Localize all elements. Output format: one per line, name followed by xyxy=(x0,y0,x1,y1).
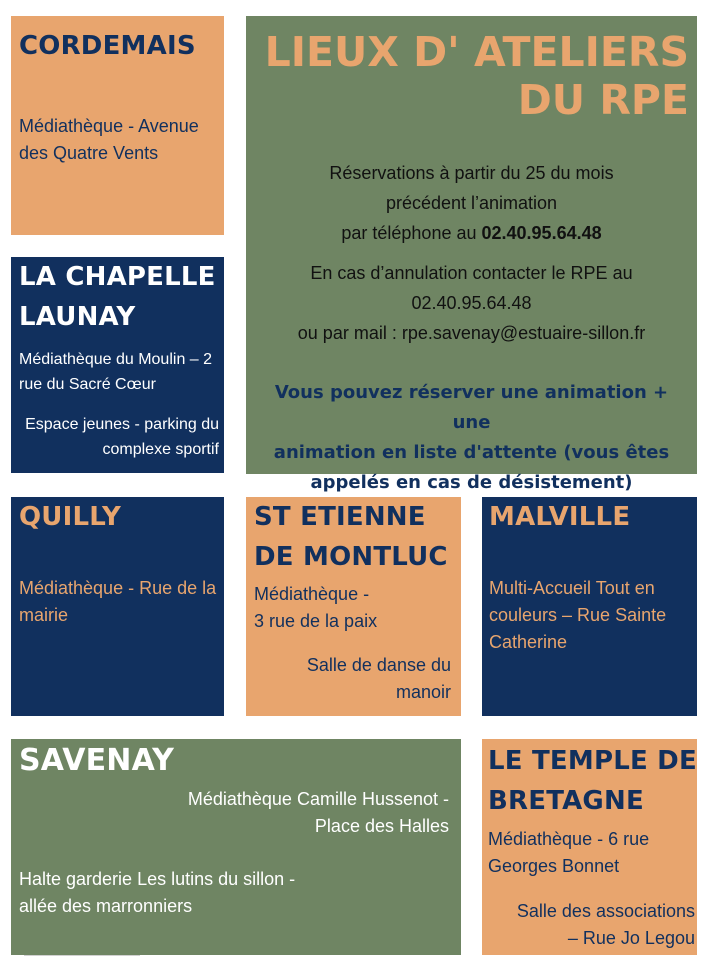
le-temple-address-2 xyxy=(490,898,695,952)
le-temple-address-1 xyxy=(488,826,693,880)
savenay-address-1-line2: Place des Halles xyxy=(314,816,449,836)
st-etienne-address-1-line1: Médiathèque - xyxy=(254,584,370,604)
reservation-line-3 xyxy=(256,218,687,248)
malville-address: Multi-Accueil Tout en couleurs – Rue Sainte Catherine xyxy=(489,578,667,652)
le-temple-card xyxy=(482,739,697,955)
malville-title: MALVILLE xyxy=(489,502,631,532)
info-title-line1: LIEUX D' ATELIERS xyxy=(264,28,689,76)
st-etienne-title-line2: DE MONTLUC xyxy=(254,542,448,572)
savenay-card xyxy=(11,739,461,955)
notice-line-2: animation en liste d'attente (vous êtes xyxy=(273,442,670,463)
info-title-line2: DU RPE xyxy=(517,76,689,124)
reservation-phone-prefix: par téléphone au xyxy=(341,223,482,243)
cancel-email-line: ou par mail : rpe.savenay@estuaire-sillon.fr xyxy=(297,323,646,343)
la-chapelle-title-line1: LA CHAPELLE xyxy=(19,262,216,292)
st-etienne-title xyxy=(254,497,454,577)
savenay-title: SAVENAY xyxy=(19,743,175,778)
notice-line-3: appelés en cas de désistement) xyxy=(310,472,633,493)
le-temple-address-2-line2: – Rue Jo Legou xyxy=(567,928,695,948)
savenay-address-1 xyxy=(149,786,449,840)
cancel-line-1: En cas d’annulation contacter le RPE au xyxy=(310,263,633,283)
savenay-address-2-line1: Halte garderie Les lutins du sillon - xyxy=(19,869,296,889)
cancellation-text xyxy=(256,258,687,348)
quilly-card xyxy=(11,497,224,716)
le-temple-address-1-line2: Georges Bonnet xyxy=(488,856,620,876)
waiting-list-notice xyxy=(256,378,687,498)
le-temple-title-line2: BRETAGNE xyxy=(488,786,644,816)
st-etienne-card xyxy=(246,497,461,716)
la-chapelle-title xyxy=(19,257,219,337)
quilly-title: QUILLY xyxy=(19,502,122,532)
la-chapelle-address-1: Médiathèque du Moulin – 2 rue du Sacré Cœur xyxy=(19,351,213,393)
reservation-line-1: Réservations à partir du 25 du mois xyxy=(329,163,614,183)
reservation-phone: 02.40.95.64.48 xyxy=(481,223,602,243)
le-temple-address-1-line1: Médiathèque - 6 rue xyxy=(488,829,650,849)
quilly-address: Médiathèque - Rue de la mairie xyxy=(19,578,217,625)
savenay-address-2-line2: allée des marronniers xyxy=(19,896,193,916)
st-etienne-address-2: Salle de danse du manoir xyxy=(306,655,451,702)
st-etienne-title-line1: ST ETIENNE xyxy=(254,502,426,532)
reservation-text xyxy=(256,158,687,248)
info-panel xyxy=(246,16,697,493)
notice-line-1: Vous pouvez réserver une animation + une xyxy=(274,382,669,433)
la-chapelle-title-line2: LAUNAY xyxy=(19,302,136,332)
la-chapelle-launay-card xyxy=(11,257,224,473)
cordemais-title: CORDEMAIS xyxy=(19,31,196,61)
le-temple-address-2-line1: Salle des associations xyxy=(516,901,695,921)
st-etienne-address-1-line2: 3 rue de la paix xyxy=(254,611,378,631)
le-temple-title-line1: LE TEMPLE DE xyxy=(488,746,697,776)
cancel-phone: 02.40.95.64.48 xyxy=(411,293,532,313)
st-etienne-address-1 xyxy=(254,581,454,635)
info-title xyxy=(259,28,689,124)
savenay-address-2 xyxy=(19,866,319,920)
bottom-divider xyxy=(24,955,140,956)
la-chapelle-address-2: Espace jeunes - parking du complexe sportif xyxy=(25,416,219,458)
malville-card xyxy=(482,497,697,716)
savenay-address-1-line1: Médiathèque Camille Hussenot - xyxy=(187,789,449,809)
reservation-line-2: précédent l’animation xyxy=(385,193,558,213)
le-temple-title xyxy=(488,741,697,821)
cordemais-address: Médiathèque - Avenue des Quatre Vents xyxy=(19,116,199,163)
cordemais-card xyxy=(11,16,224,235)
